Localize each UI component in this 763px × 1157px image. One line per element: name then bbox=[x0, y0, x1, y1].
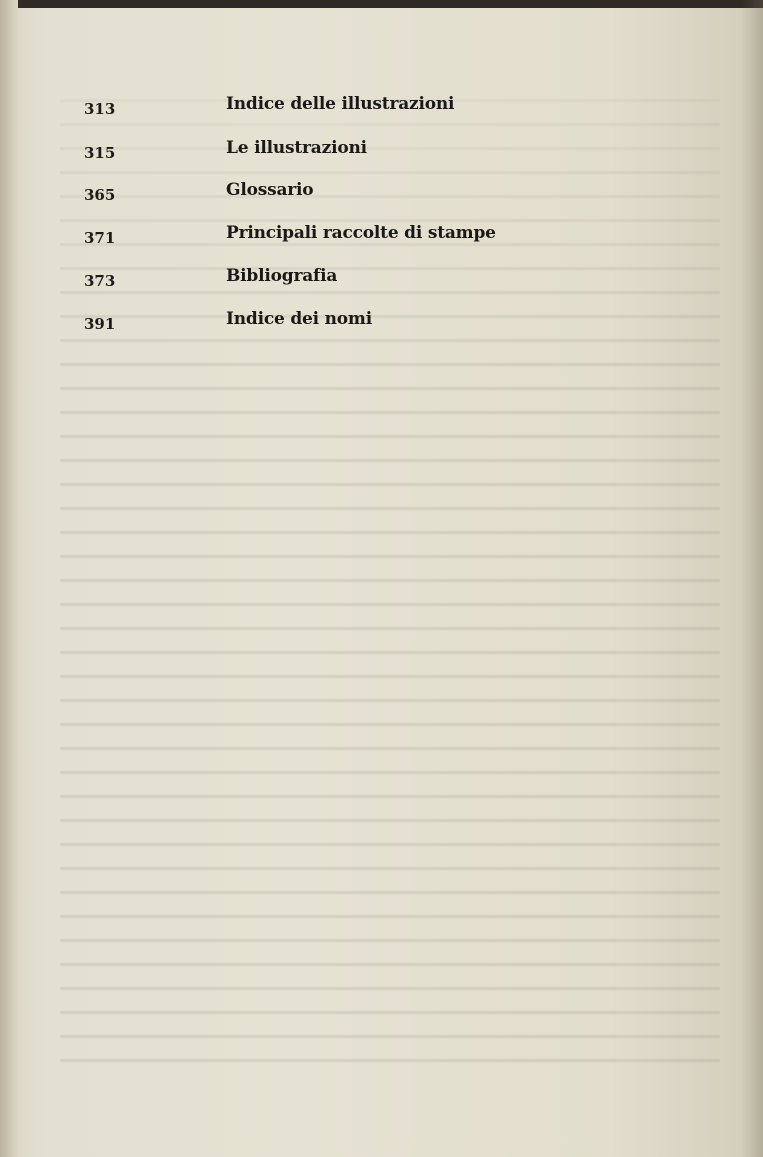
toc-page-number: 391 bbox=[84, 315, 116, 333]
toc-row bbox=[84, 309, 564, 339]
toc-page-number: 365 bbox=[84, 186, 116, 204]
toc-row bbox=[84, 94, 564, 124]
toc-row bbox=[84, 180, 564, 210]
toc-entry-title: Bibliografia bbox=[226, 266, 338, 286]
toc-entry-title: Indice dei nomi bbox=[226, 309, 372, 329]
toc-page-number: 315 bbox=[84, 144, 116, 162]
toc-page-number: 371 bbox=[84, 229, 116, 247]
toc-row bbox=[84, 266, 564, 296]
toc-entry-title: Principali raccolte di stampe bbox=[226, 223, 496, 243]
toc-row bbox=[84, 138, 564, 168]
toc-entry-title: Glossario bbox=[226, 180, 314, 200]
toc-entry-title: Indice delle illustrazioni bbox=[226, 94, 455, 114]
toc-page-number: 373 bbox=[84, 272, 116, 290]
toc-page-number: 313 bbox=[84, 100, 116, 118]
toc-row bbox=[84, 223, 564, 253]
toc-entry-title: Le illustrazioni bbox=[226, 138, 367, 158]
